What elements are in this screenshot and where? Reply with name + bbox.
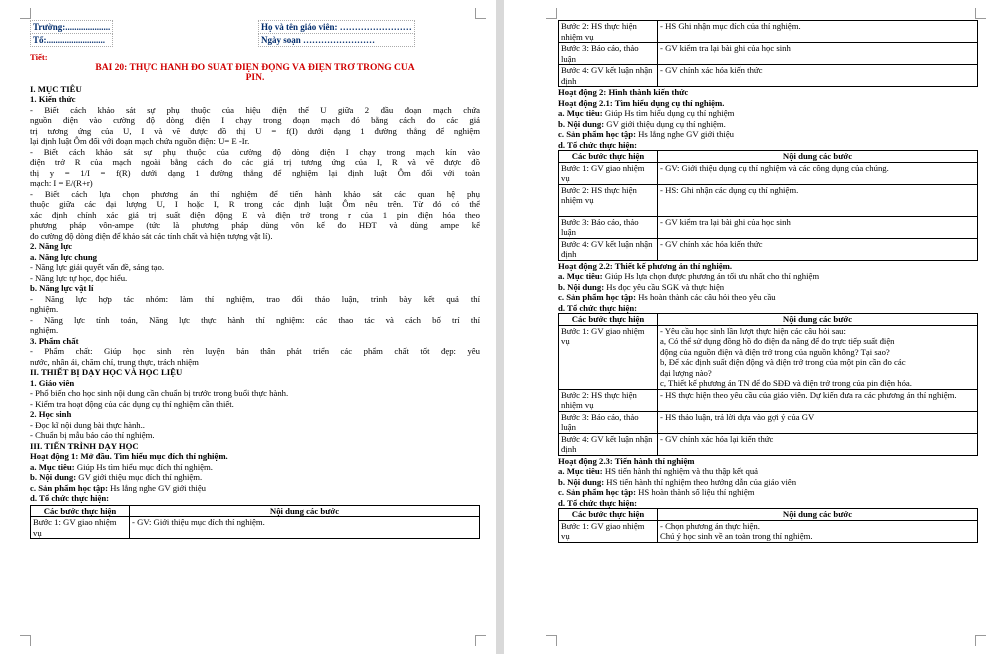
body-text-line: đo cường độ dòng điện để khảo sát các tính chất và hiện tượng vật lí). <box>30 230 273 241</box>
body-text-line: - Đọc kĩ nội dung bài thực hành.. <box>30 419 145 430</box>
goal-label: a. Mục tiêu: <box>558 466 603 476</box>
section-heading: 3. Phẩm chất <box>30 335 79 346</box>
department-field: Tổ:.......................... <box>31 34 113 47</box>
section-heading: b. Năng lực vật lí <box>30 283 94 293</box>
question-line: động của nguồn điện và điện trở trong của nguồn không? Tại sao? <box>660 346 890 357</box>
question-line: c, Thiết kế phương án TN để đo SĐĐ và điện trở trong của pin điện hóa. <box>660 378 912 388</box>
product-text: Hs lắng nghe GV giới thiệu <box>635 129 735 139</box>
step-cell: Bước 4: GV kết luận nhận định <box>559 238 658 260</box>
instruction-line: - Chọn phương án thực hiện. <box>660 520 760 531</box>
section-heading: 1. Giáo viên <box>30 377 75 388</box>
margin-corner <box>475 8 486 19</box>
table-row <box>31 517 480 539</box>
lesson-period: Tiết: <box>30 52 48 62</box>
body-text-line: - Phẩm chất: Giúp học sinh rèn luyện bản thân phát triển các phẩm chất tốt đẹp: yêu <box>30 346 480 356</box>
content-cell: - GV chính xác hóa kiến thức <box>658 65 978 87</box>
section-heading: I. MỤC TIÊU <box>30 83 82 94</box>
product-text: HS hoàn thành số liệu thí nghiệm <box>635 487 755 497</box>
body-text-line: nước, nhân ái, chăm chỉ, trung thực, trách nhiệm <box>30 356 199 367</box>
body-text-line: trị tương ứng của U, I và vẽ được đồ thị U = f(I) dưới dạng 1 đường thẳng để nghiệm <box>30 125 480 136</box>
body-text-line: nghiệm. <box>30 304 59 314</box>
body-text-line: điện trở R của mạch ngoài bằng cách đo các giá trị tương ứng của I, R và vẽ được đồ <box>30 157 480 167</box>
section-heading: 2. Năng lực <box>30 241 73 251</box>
goal-label: a. Mục tiêu: <box>558 108 603 118</box>
question-line: đại lượng nào? <box>660 367 712 378</box>
step-cell: Bước 1: GV giao nhiệm vụ <box>559 325 658 389</box>
content-cell: - GV chính xác hóa kiến thức <box>658 238 978 260</box>
content-label: b. Nội dung: <box>558 476 605 487</box>
step-cell: Bước 4: GV kết luận nhận định <box>559 433 658 455</box>
product-label: c. Sản phẩm học tập: <box>558 129 636 139</box>
teacher-field: Họ và tên giáo viên: …………………… <box>259 21 415 34</box>
margin-corner <box>546 8 557 19</box>
body-text-line: - Phổ biến cho học sinh nội dung cần chuẩn bị trước trong buổi thực hành. <box>30 388 289 398</box>
col-content-header: Nội dung các bước <box>658 151 978 163</box>
content-text: Hs đọc yêu cầu SGK và thực hiện <box>604 281 725 292</box>
goal-label: a. Mục tiêu: <box>558 271 603 281</box>
labeled-line <box>30 462 480 473</box>
header-school <box>30 20 113 47</box>
body-text-line: - Kiểm tra hoạt động của các dụng cụ thí nghiệm cần thiết. <box>30 398 234 409</box>
body-text-line: nghiệm. <box>30 325 59 335</box>
table-row <box>559 411 978 433</box>
col-steps-header: Các bước thực hiện <box>559 151 658 163</box>
table-row <box>559 43 978 65</box>
table-row <box>559 216 978 238</box>
school-field: Trường:.................... <box>31 21 113 34</box>
body-text-line: nguồn điện vào cường độ dòng điện I chạy trong đoạn mạch đó bằng cách đo các giá <box>30 115 480 125</box>
field-label: b. Nội dung: <box>30 472 77 482</box>
step-cell: Bước 1: GV giao nhiệm vụ <box>31 517 130 539</box>
step-cell: Bước 1: GV giao nhiệm vụ <box>559 520 658 542</box>
content-text: HS tiến hành thí nghiệm theo hướng dẫn của giáo viên <box>604 476 797 487</box>
page-left <box>0 0 496 654</box>
field-text: Hs lắng nghe GV giới thiệu <box>107 482 207 493</box>
body-text-line: - Biết cách khảo sát sự phụ thuộc của hiệu điện thế U giữa 2 đầu đoạn mạch chứa <box>30 104 480 115</box>
instruction-line: Chú ý học sinh về an toàn trong thí nghiệm. <box>660 531 813 541</box>
step-cell: Bước 3: Báo cáo, thảo luận <box>559 43 658 65</box>
content-label: b. Nội dung: <box>558 118 605 129</box>
body-text-line: - Biết cách lựa chọn phương án thí nghiệm để tiến hành khảo sát các quan hệ phụ <box>30 188 480 199</box>
table-row <box>559 325 978 389</box>
table-row <box>559 162 978 184</box>
activity2-3-title: Hoạt động 2.3: Tiến hành thí nghiệm <box>558 455 695 466</box>
table-row <box>559 184 978 216</box>
section-heading: a. Năng lực chung <box>30 251 98 262</box>
field-label: a. Mục tiêu: <box>30 461 75 472</box>
question-line: a, Có thể sử dụng đồng hồ đo điện đa năng để đo trực tiếp suất điện <box>660 336 895 346</box>
question-line: b, Để xác định suất điện động và điện trở trong của một pin cần đo các <box>660 357 906 367</box>
organize-label: d. Tổ chức thực hiện: <box>558 497 638 508</box>
section-heading: d. Tổ chức thực hiện: <box>30 493 110 503</box>
page-right <box>504 0 1000 654</box>
content-cell: - HS thực hiện theo yêu cầu của giáo viên. Dự kiến đưa ra các phương án thí nghiệm. <box>658 389 978 411</box>
field-text: GV giới thiệu mục đích thí nghiệm. <box>76 472 203 482</box>
col-steps-header: Các bước thực hiện <box>31 505 130 517</box>
body-text-line: thị y = 1/I = f(R) dưới dạng 1 đường thẳng để nghiệm lại định luật Ôm đối với toàn <box>30 167 480 178</box>
activity2-title: Hoạt động 2: Hình thành kiến thức <box>558 87 689 97</box>
organize-label: d. Tổ chức thực hiện: <box>558 302 638 313</box>
col-content-header: Nội dung các bước <box>658 509 978 521</box>
step-cell: Bước 3: Báo cáo, thảo luận <box>559 216 658 238</box>
section-heading: 2. Học sinh <box>30 409 72 419</box>
step-cell: Bước 2: HS thực hiện nhiệm vụ <box>559 21 658 43</box>
margin-corner <box>475 635 486 646</box>
field-text: Giúp Hs tìm hiểu mục đích thí nghiệm. <box>74 461 213 472</box>
step-cell: Bước 2: HS thực hiện nhiệm vụ <box>559 389 658 411</box>
content-cell <box>658 325 978 389</box>
table-row <box>559 238 978 260</box>
header-teacher <box>258 20 415 47</box>
product-text: Hs hoàn thành các câu hỏi theo yêu cầu <box>635 292 776 302</box>
col-content-header: Nội dung các bước <box>130 505 480 517</box>
content-cell: - HS: Ghi nhận các dụng cụ thí nghiệm. <box>658 184 978 216</box>
step-cell: Bước 3: Báo cáo, thảo luận <box>559 411 658 433</box>
date-field: Ngày soạn …………………… <box>259 34 415 47</box>
activity2-1-table <box>558 150 978 261</box>
lesson-title: BÀI 20: THỰC HÀNH ĐO SUẤT ĐIỆN ĐỘNG VÀ ĐIỆN TRỞ TRONG CỦA <box>95 62 415 73</box>
step-cell: Bước 4: GV kết luận nhận định <box>559 65 658 87</box>
margin-corner <box>546 635 557 646</box>
col-steps-header: Các bước thực hiện <box>559 314 658 326</box>
content-cell: - GV kiểm tra lại bài ghi của học sinh <box>658 43 978 65</box>
col-steps-header: Các bước thực hiện <box>559 509 658 521</box>
content-cell: - GV kiểm tra lại bài ghi của học sinh <box>658 216 978 238</box>
left-text-block <box>30 84 480 504</box>
table-row <box>559 520 978 542</box>
body-text-line: phương pháp vôn-ampe (tức là phương pháp dùng vôn kế đo HĐT và dùng ampe kế <box>30 220 480 230</box>
table-row <box>559 65 978 87</box>
content-cell: - HS thảo luận, trả lời dựa vào gợi ý của GV <box>658 411 978 433</box>
activity1-table-cont <box>558 20 978 87</box>
content-label: b. Nội dung: <box>558 281 605 292</box>
lesson-title-cont: PIN. <box>245 73 265 83</box>
body-text-line: - Năng lực hợp tác nhóm: làm thí nghiệm, trao đổi thảo luận, trình bày kết quả thí <box>30 293 480 304</box>
content-cell: - GV: Giới thiệu mục đích thí nghiệm. <box>130 517 480 539</box>
section-heading: III. TIẾN TRÌNH DẠY HỌC <box>30 440 139 451</box>
left-body <box>30 52 480 539</box>
question-line: - Yêu cầu học sinh lần lượt thực hiện các câu hỏi sau: <box>660 325 846 336</box>
goal-text: Giúp Hs lựa chọn được phương án tối ưu nhất cho thí nghiệm <box>602 271 820 281</box>
body-text-line: mạch: I = E/(R+r) <box>30 178 93 188</box>
margin-corner <box>20 635 31 646</box>
labeled-line <box>30 472 480 483</box>
content-cell: - HS Ghi nhận mục đích của thí nghiệm. <box>658 21 978 43</box>
table-row <box>559 21 978 43</box>
activity2-1-title: Hoạt động 2.1: Tìm hiểu dụng cụ thí nghiệm. <box>558 97 725 108</box>
organize-label: d. Tổ chức thực hiện: <box>558 139 638 150</box>
product-label: c. Sản phẩm học tập: <box>558 487 636 497</box>
body-text-line: - Năng lực tính toán, Năng lực thực hành thí nghiệm: các thao tác và cách bố trí thí <box>30 314 480 325</box>
activity2-3-table <box>558 508 978 543</box>
body-text-line: - Chuẩn bị mẫu báo cáo thí nghiệm. <box>30 430 155 440</box>
activity2-2-table <box>558 313 978 456</box>
body-text-line: - Năng lực giải quyết vấn đề, sáng tạo. <box>30 262 165 272</box>
margin-corner <box>975 635 986 646</box>
field-label: c. Sản phẩm học tập: <box>30 482 108 493</box>
margin-corner <box>20 8 31 19</box>
product-label: c. Sản phẩm học tập: <box>558 292 636 302</box>
content-cell: - GV chính xác hóa lại kiến thức <box>658 433 978 455</box>
body-text-line: lại định luật Ôm đối với đoạn mạch chứa nguồn điện: U= E -Ir. <box>30 136 250 146</box>
col-content-header: Nội dung các bước <box>658 314 978 326</box>
content-text: GV giới thiệu dụng cụ thí nghiệm. <box>604 118 726 129</box>
labeled-line <box>30 483 480 494</box>
body-text-line: - Biết cách khảo sát sự phụ thuộc của cường độ dòng điện I chạy trong mạch kín vào <box>30 146 480 157</box>
body-text-line: - Năng lực tự học, đọc hiểu. <box>30 272 128 283</box>
table-row <box>559 433 978 455</box>
section-heading: 1. Kiến thức <box>30 94 76 104</box>
step-cell: Bước 2: HS thực hiện nhiệm vụ <box>559 184 658 216</box>
table-row <box>559 389 978 411</box>
body-text-line: xác định chính xác giá trị suất điện động E và điện trở trong r của 1 pin điện hóa theo <box>30 209 480 220</box>
right-body <box>558 20 978 543</box>
section-heading: Hoạt động 1: Mở đầu. Tìm hiểu mục đích thí nghiệm. <box>30 451 228 461</box>
activity1-table <box>30 505 480 540</box>
section-heading: II. THIẾT BỊ DẠY HỌC VÀ HỌC LIỆU <box>30 367 183 377</box>
goal-text: Giúp Hs tìm hiểu dụng cụ thí nghiệm <box>602 108 735 118</box>
body-text-line: thuộc giữa các đại lượng U, I hoặc I, R trong các định luật Ôm nêu trên. Từ đó có thể <box>30 199 480 209</box>
content-cell <box>658 520 978 542</box>
content-cell: - GV: Giới thiệu dụng cụ thí nghiệm và các công dụng của chúng. <box>658 162 978 184</box>
margin-corner <box>975 8 986 19</box>
step-cell: Bước 1: GV giao nhiệm vụ <box>559 162 658 184</box>
goal-text: HS tiến hành thí nghiệm và thu thập kết quả <box>602 466 759 476</box>
activity2-2-title: Hoạt động 2.2: Thiết kế phương án thí nghiệm. <box>558 260 732 271</box>
